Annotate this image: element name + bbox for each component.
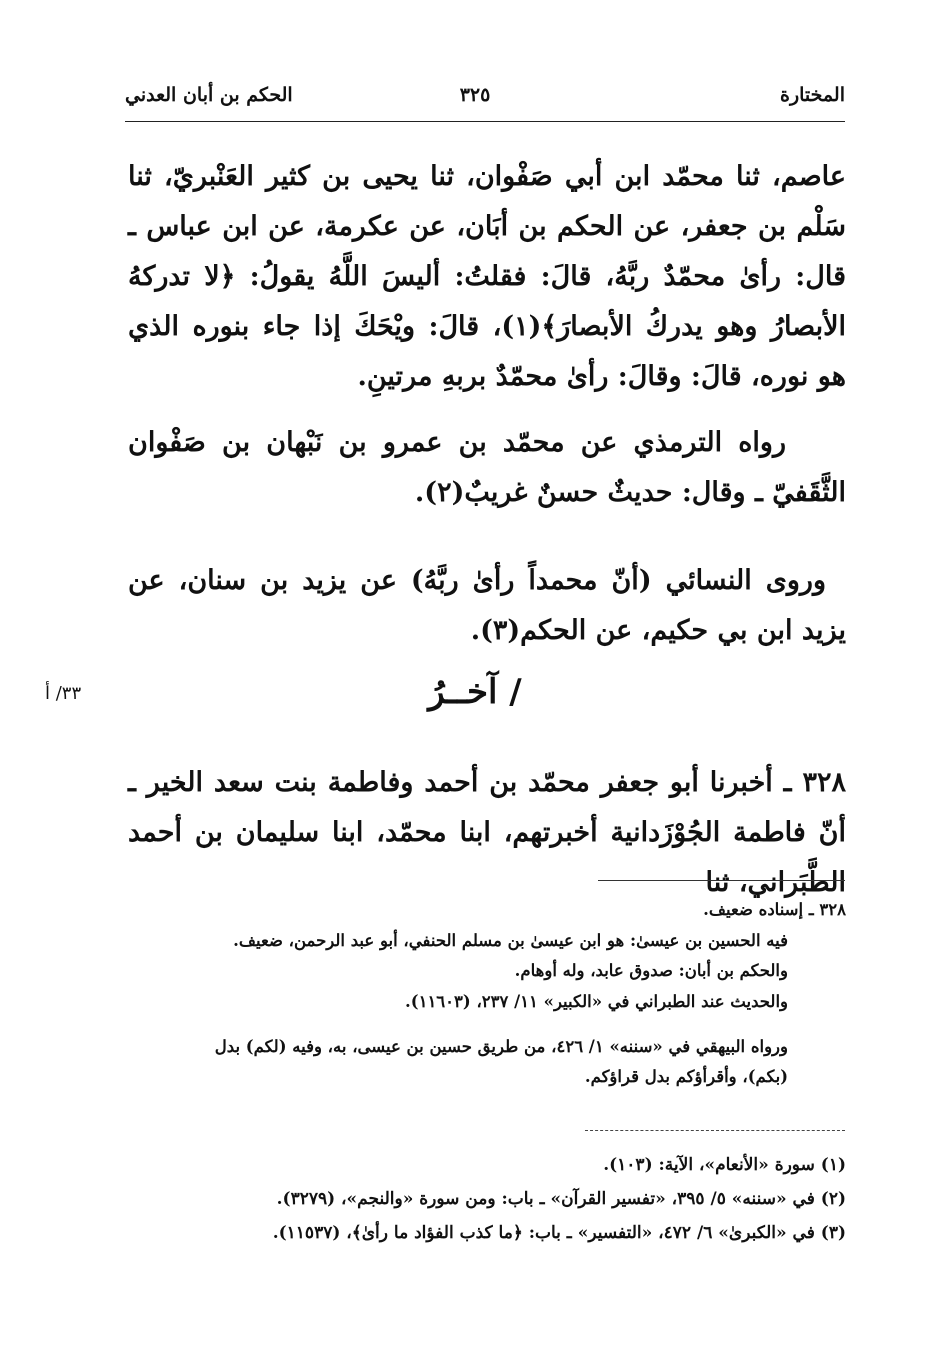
body-paragraph-1: عاصم، ثنا محمّد ابن أبي صَفْوان، ثنا يحيى بن كثير العَنْبريّ، ثنا سَلْم بن جعفر، عن الحكم بن أبَان، عن عكرمة، عن ابن عباس ـ قال: رأىٰ محمّدٌ ربَّهُ، قالَ: فقلتُ: أليسَ اللَّهُ يقولُ: ﴿لا تدركهُ الأبصارُ وهو يدركُ الأبصارَ﴾(١)، قالَ: ويْحَكَ إذا جاء بنوره الذي هو نوره، قالَ: وقالَ: رأىٰ محمّدٌ بربهِ مرتينِ. (128, 161, 847, 392)
manuscript-folio-note: ٣٣/ أ (45, 683, 82, 704)
footnote-2: (٢) في «سننه» ٥/ ٣٩٥، «تفسير القرآن» ـ باب: ومن سورة «والنجم»، (٣٢٧٩). (276, 1189, 846, 1209)
notes-separator (585, 1130, 845, 1131)
footnote-separator (598, 880, 845, 881)
section-heading: / آخــرُ (428, 672, 522, 712)
running-header-book-title: المختارة (780, 84, 845, 106)
body-paragraph-hadith-328: ٣٢٨ ـ أخبرنا أبو جعفر محمّد بن أحمد وفاطمة بنت سعد الخير ـ أنّ فاطمة الجُوْزَدانية أخبرتهم، ابنا محمّد، ابنا سليمان بن أحمد الطَّبَراني، ثنا (128, 767, 846, 898)
body-paragraph-2: رواه الترمذي عن محمّد بن عمرو بن نَبْهان بن صَفْوان الثَّقَفيّ ـ وقال: حديثٌ حسنٌ غريبٌ(٢). (128, 427, 846, 508)
footnote-3: (٣) في «الكبرىٰ» ٦/ ٤٧٢، «التفسير» ـ باب: ﴿ما كذب الفؤاد ما رأىٰ﴾، (١١٥٣٧). (272, 1223, 846, 1243)
commentary-line: ورواه البيهقي في «سننه» ١/ ٤٢٦، من طريق حسين بن عيسى، به، وفيه (لكم) بدل (214, 1037, 788, 1056)
header-rule (125, 121, 845, 122)
body-paragraph-3: وروى النسائي (أنّ محمداً رأىٰ ربَّهُ) عن يزيد بن سنان، عن يزيد ابن بي حكيم، عن الحكم(٣). (128, 565, 846, 646)
footnote-1: (١) سورة «الأنعام»، الآية: (١٠٣). (603, 1155, 846, 1175)
page-number: ٣٢٥ (459, 84, 491, 106)
commentary-line: (بكم)، وأقرأؤكم بدل قراؤكم. (584, 1067, 788, 1086)
commentary-line: فيه الحسين بن عيسىٰ: هو ابن عيسىٰ بن مسلم الحنفي، أبو عبد الرحمن، ضعيف. (233, 931, 788, 950)
hadith-grading: ٣٢٨ ـ إسناده ضعيف. (703, 900, 846, 919)
commentary-line: والحكم بن أبان: صدوق عابد، وله أوهام. (514, 961, 788, 980)
running-header-chapter: الحكم بن أبان العدني (125, 84, 293, 106)
commentary-line: والحديث عند الطبراني في «الكبير» ١١/ ٢٣٧، (١١٦٠٣). (405, 992, 788, 1011)
